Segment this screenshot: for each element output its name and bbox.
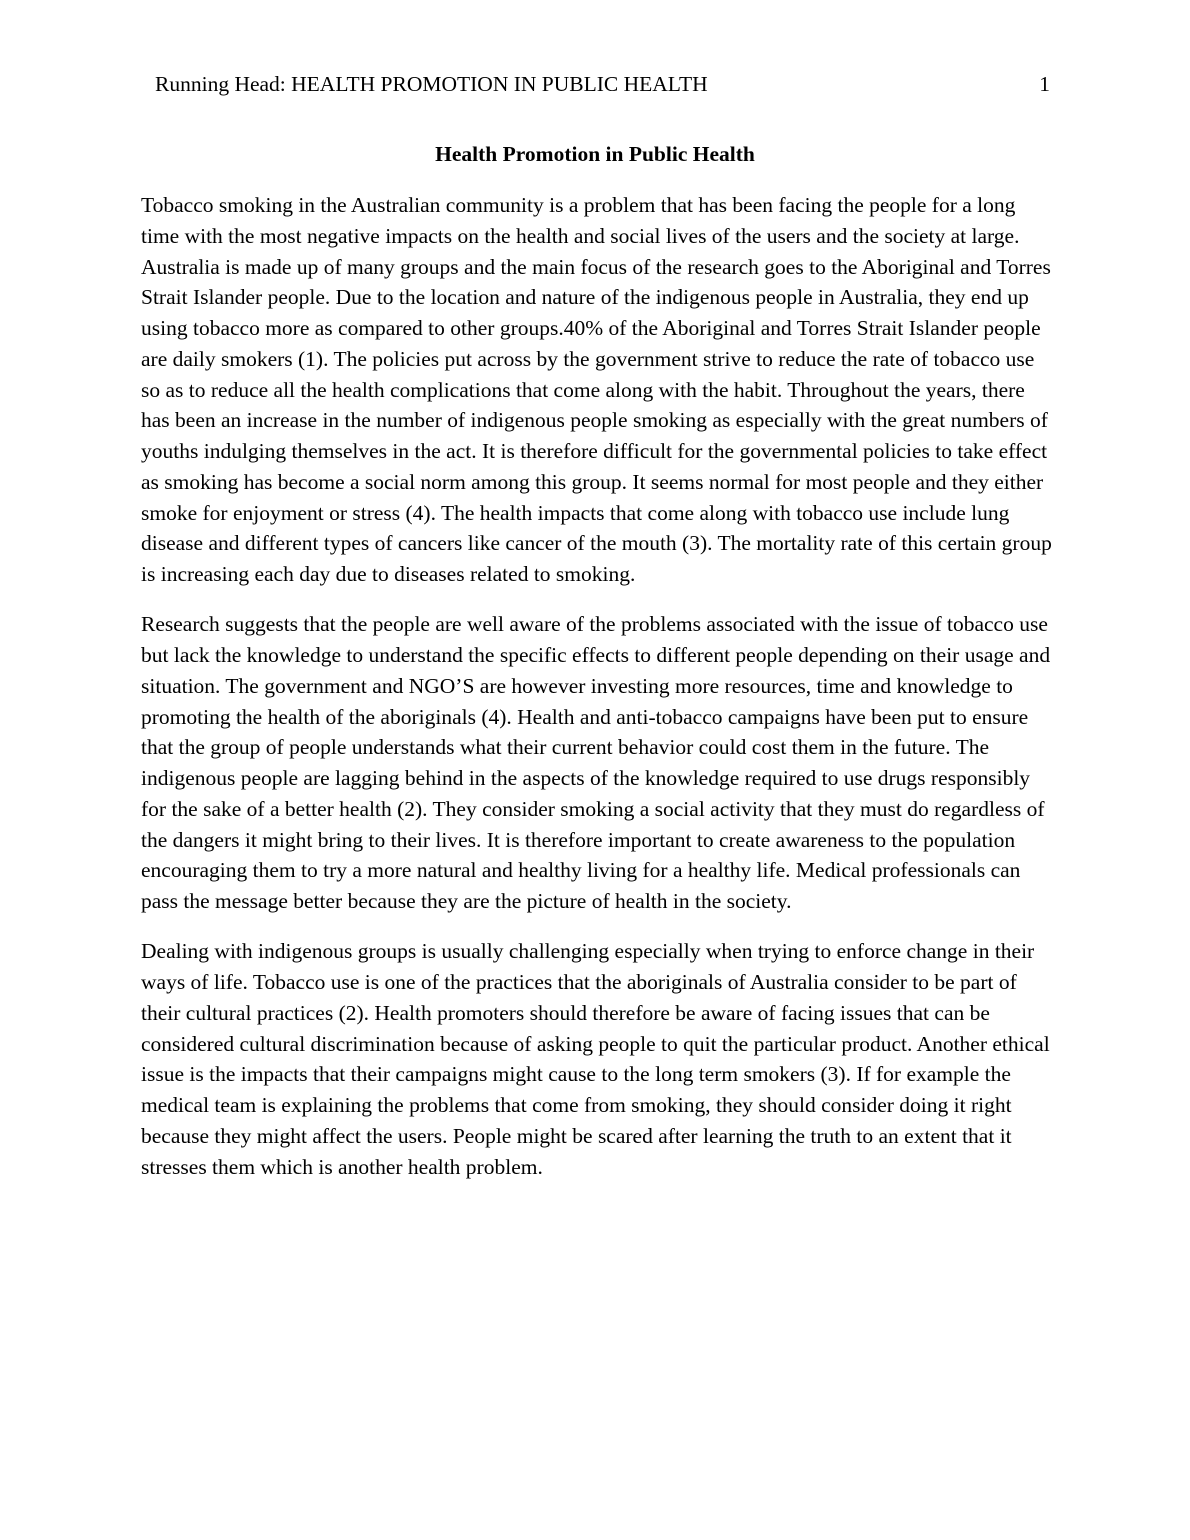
document-body [141, 190, 1053, 1202]
document-title: Health Promotion in Public Health [435, 142, 755, 166]
paragraph-3: Dealing with indigenous groups is usually challenging especially when trying to enforce change in their ways of life. Tobacco use is one of the practices that the aboriginals of Australia consider to be part of their cultural practices (2). Health promoters should therefore be aware of facing issues that can be considered cultural discrimination because of asking people to quit the particular product. Another ethical issue is the impacts that their campaigns might cause to the long term smokers (3). If for example the medical team is explaining the problems that come from smoking, they should consider doing it right because they might affect the users. People might be scared after learning the truth to an extent that it stresses them which is another health problem. [141, 939, 1050, 1179]
paragraph-2: Research suggests that the people are well aware of the problems associated with the issue of tobacco use but lack the knowledge to understand the specific effects to different people depending on their usage and situation. The government and NGO’S are however investing more resources, time and knowledge to promoting the health of the aboriginals (4). Health and anti-tobacco campaigns have been put to ensure that the group of people understands what their current behavior could cost them in the future. The indigenous people are lagging behind in the aspects of the knowledge required to use drugs responsibly for the sake of a better health (2). They consider smoking a social activity that they must do regardless of the dangers it might bring to their lives. It is therefore important to create awareness to the population encouraging them to try a more natural and healthy living for a healthy life. Medical professionals can pass the message better because they are the picture of health in the society. [141, 612, 1051, 913]
page-number: 1 [1039, 72, 1050, 96]
running-head: Running Head: HEALTH PROMOTION IN PUBLIC HEALTH [155, 72, 708, 96]
paragraph-1: Tobacco smoking in the Australian community is a problem that has been facing the people for a long time with the most negative impacts on the health and social lives of the users and the society at large. Australia is made up of many groups and the main focus of the research goes to the Aboriginal and Torres Strait Islander people. Due to the location and nature of the indigenous people in Australia, they end up using tobacco more as compared to other groups.40% of the Aboriginal and Torres Strait Islander people are daily smokers (1). The policies put across by the government strive to reduce the rate of tobacco use so as to reduce all the health complications that come along with the habit. Throughout the years, there has been an increase in the number of indigenous people smoking as especially with the great numbers of youths indulging themselves in the act. It is therefore difficult for the governmental policies to take effect as smoking has become a social norm among this group. It seems normal for most people and they either smoke for enjoyment or stress (4). The health impacts that come along with tobacco use include lung disease and different types of cancers like cancer of the mouth (3). The mortality rate of this certain group is increasing each day due to diseases related to smoking. [141, 193, 1052, 586]
